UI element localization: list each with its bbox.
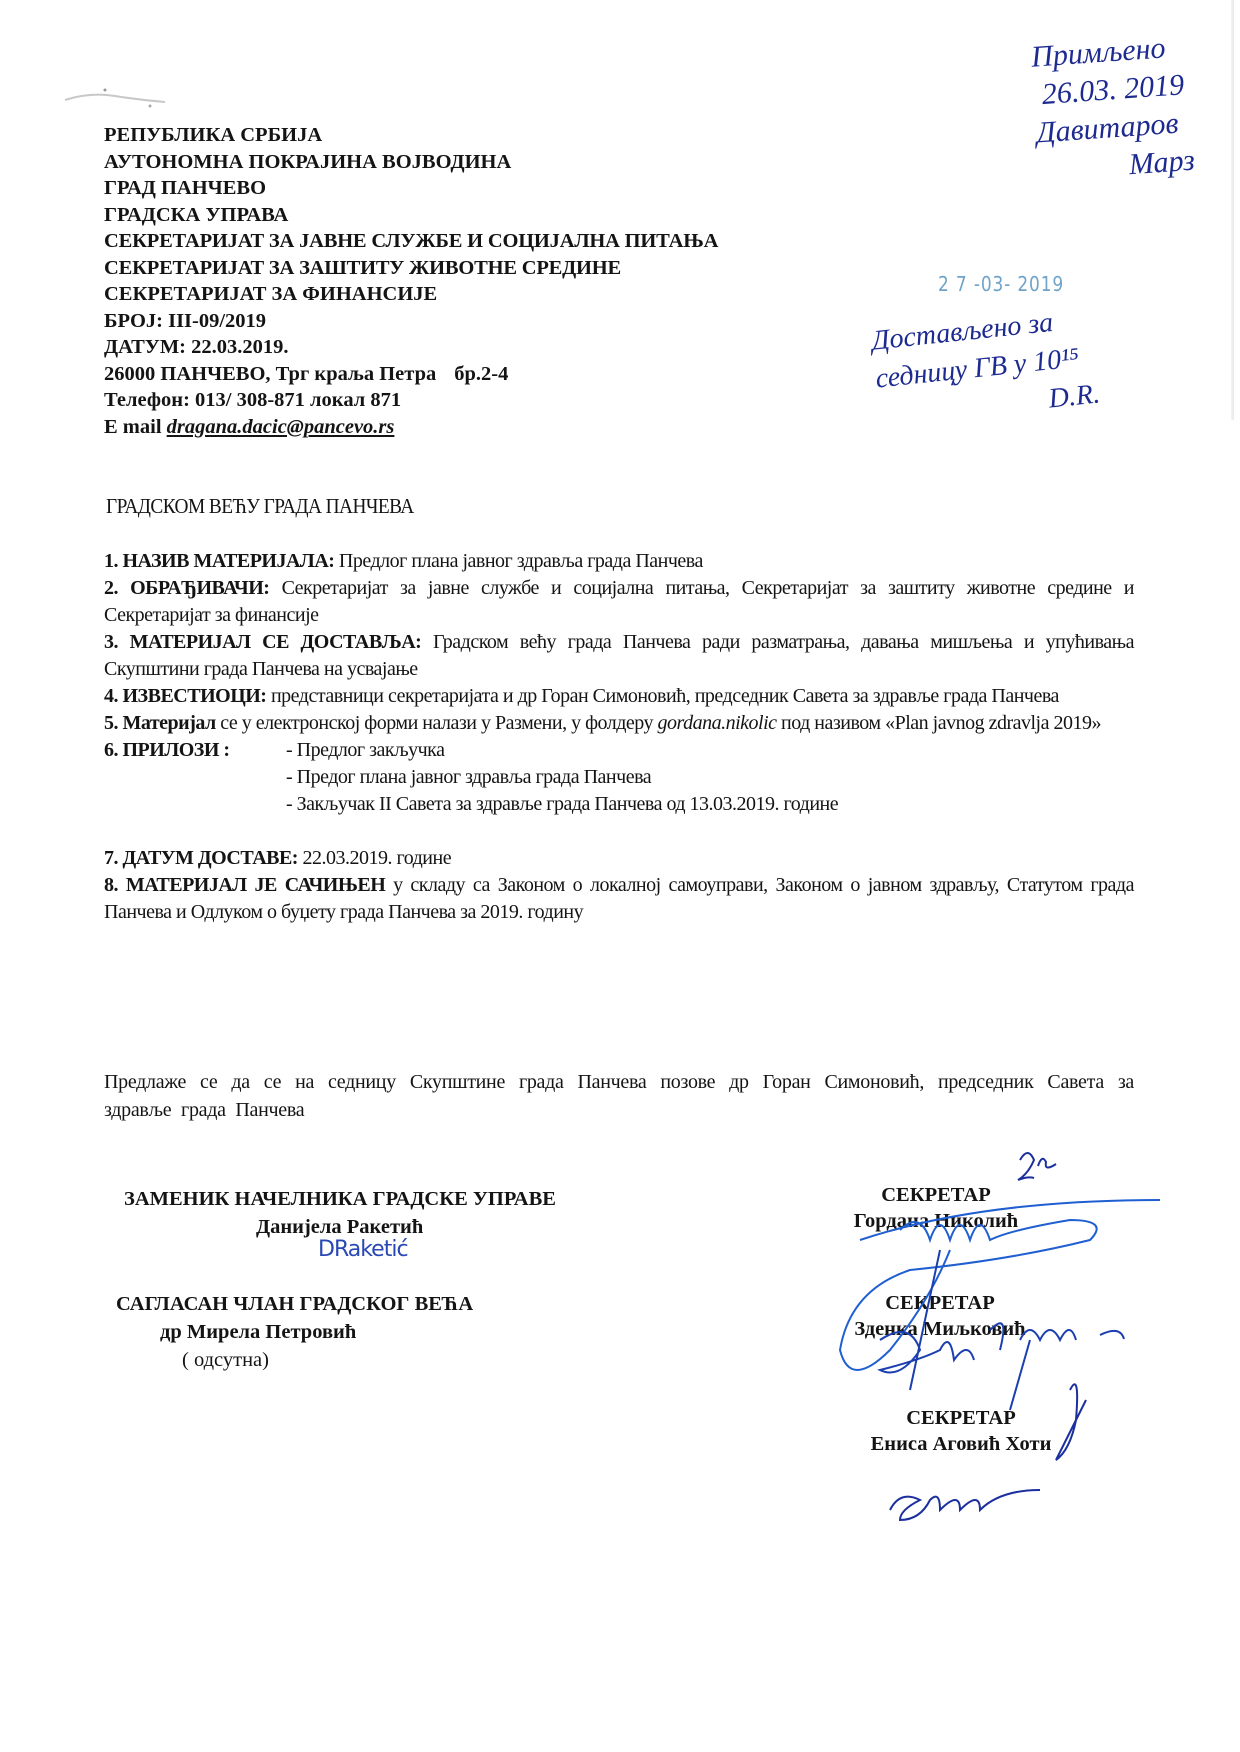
item-label: 8. МАТЕРИЈАЛ ЈЕ САЧИЊЕН (104, 874, 386, 896)
item-text: у складу са Законом о локалној самоуправи, Законом о јавном здрављу, Статутом града Панчева и Одлуком о буџету града Панчева за 2019. годину (104, 874, 1134, 923)
attachment-item: - Закључак II Савета за здравље града Панчева од 13.03.2019. године (286, 793, 839, 815)
received-date-stamp: 2 7 -03- 2019 (938, 272, 1065, 296)
header-line: СЕКРЕТАРИЈАТ ЗА ФИНАНСИЈЕ (104, 283, 438, 305)
document-date: ДАТУМ: 22.03.2019. (104, 336, 289, 358)
item-attachments (104, 737, 1134, 818)
item-authors (104, 575, 1134, 629)
item-delivery-date (104, 845, 1134, 872)
signatory-name: Данијела Ракетић (256, 1216, 424, 1238)
item-delivered-to (104, 629, 1134, 683)
item-label: 5. Материјал (104, 712, 216, 734)
page-edge-shadow (1231, 0, 1234, 420)
item-reporters (104, 683, 1134, 710)
scan-smudge (60, 82, 170, 112)
document-body (104, 548, 1134, 926)
attachment-item: - Предог плана јавног здравља града Панчева (286, 766, 652, 788)
handwritten-line: D.R. (1047, 378, 1102, 415)
signatory-name: др Мирела Петровић (160, 1321, 357, 1343)
signatory-name: Гордана Николић (853, 1210, 1019, 1232)
signatory-name: Зденка Миљковић (854, 1318, 1026, 1340)
initials-stroke (1018, 1153, 1056, 1180)
council-signature-block (116, 1290, 473, 1374)
signatory-title: ЗАМЕНИК НАЧЕЛНИКА ГРАДСКЕ УПРАВЕ (124, 1188, 556, 1210)
item-label: 6. ПРИЛОЗИ : (104, 739, 230, 761)
item-label: 7. ДАТУМ ДОСТАВЕ: (104, 847, 298, 869)
recipient-heading: ГРАДСКОМ ВЕЋУ ГРАДА ПАНЧЕВА (106, 494, 414, 518)
item-text: Предлог плана јавног здравља града Панчева (334, 550, 703, 572)
item-text: се у електронској форми налази у Размени, у фолдеру (215, 712, 658, 734)
signatory-title: СЕКРЕТАР (881, 1184, 991, 1206)
handwritten-line: Примљено (1030, 31, 1167, 74)
signatory-name: Ениса Аговић Хоти (870, 1433, 1052, 1455)
header-line: ГРАД ПАНЧЕВО (104, 177, 267, 199)
attachment-list (286, 737, 838, 818)
item-legal-basis (104, 872, 1134, 926)
item-label: 4. ИЗВЕСТИОЦИ: (104, 685, 267, 707)
deputy-signature-block (124, 1185, 556, 1241)
file-name: «Plan javnog zdravlja 2019» (885, 712, 1101, 734)
handwritten-line: седницу ГВ у 10¹⁵ (874, 342, 1081, 395)
email-label: E mail (104, 415, 167, 438)
item-electronic-material (104, 710, 1134, 737)
handwritten-line: Давитаров (1035, 106, 1180, 150)
item-label: 2. ОБРАЂИВАЧИ: (104, 577, 270, 599)
address-number: бр.2-4 (454, 362, 509, 385)
signatory-title: САГЛАСАН ЧЛАН ГРАДСКОГ ВЕЋА (116, 1293, 474, 1315)
handwritten-line: Марз (1127, 143, 1196, 182)
item-text: под називом (776, 712, 886, 734)
signatory-title: СЕКРЕТАР (906, 1407, 1016, 1429)
attachment-item: - Предлог закључка (286, 739, 445, 761)
document-number: БРОЈ: III-09/2019 (104, 309, 267, 332)
address-main: 26000 ПАНЧЕВО, Трг краља Петра (104, 362, 437, 385)
folder-name: gordana.nikolic (657, 712, 777, 734)
handwritten-line: Достављено за (870, 306, 1055, 357)
handwritten-line: 26.03. 2019 (1040, 68, 1186, 112)
email-link[interactable]: dragana.dacic@pancevo.rs (166, 415, 395, 438)
signatory-title: СЕКРЕТАР (885, 1292, 995, 1314)
handwritten-received-note (1030, 26, 1230, 191)
phone: Телефон: 013/ 308-871 локал 871 (104, 389, 402, 411)
secretary-signature-block (840, 1290, 1040, 1342)
absence-note: ( одсутна) (182, 1349, 269, 1371)
secretary-signature-block (836, 1182, 1036, 1234)
handwritten-delivered-note (870, 294, 1160, 437)
proposal-paragraph: Предлаже се да се на седницу Скупштине града Панчева позове др Горан Симоновић, председник Савета за здравље града Панчева (104, 1071, 1134, 1121)
secretary-signature-block (856, 1405, 1066, 1457)
address (104, 361, 718, 388)
email-line (104, 414, 718, 441)
header-line: СЕКРЕТАРИЈАТ ЗА ЗАШТИТУ ЖИВОТНЕ СРЕДИНЕ (104, 256, 621, 279)
handwritten-signature: DRaketić (318, 1237, 408, 1262)
document-header (104, 122, 718, 440)
header-line: ГРАДСКА УПРАВА (104, 203, 289, 226)
item-text: Секретаријат за јавне службе и социјална питања, Секретаријат за заштиту животне средине и Секретаријат за финансије (104, 577, 1134, 626)
item-label: 1. НАЗИВ МАТЕРИЈАЛА: (104, 550, 335, 572)
item-text: Градском већу града Панчева ради разматрања, давања мишљења и упућивања Скупштини града Панчева на усвајање (104, 631, 1134, 680)
item-text: представници секретаријата и др Горан Симоновић, председник Савета за здравље града Панчева (266, 685, 1059, 707)
header-line: СЕКРЕТАРИЈАТ ЗА ЈАВНЕ СЛУЖБЕ И СОЦИЈАЛНА ПИТАЊА (104, 230, 719, 252)
header-line: РЕПУБЛИКА СРБИЈА (104, 124, 323, 146)
header-line: АУТОНОМНА ПОКРАЈИНА ВОЈВОДИНА (104, 150, 512, 173)
item-material-name (104, 548, 1134, 575)
item-text: 22.03.2019. године (297, 847, 452, 869)
item-label: 3. МАТЕРИЈАЛ СЕ ДОСТАВЉА: (104, 631, 422, 653)
